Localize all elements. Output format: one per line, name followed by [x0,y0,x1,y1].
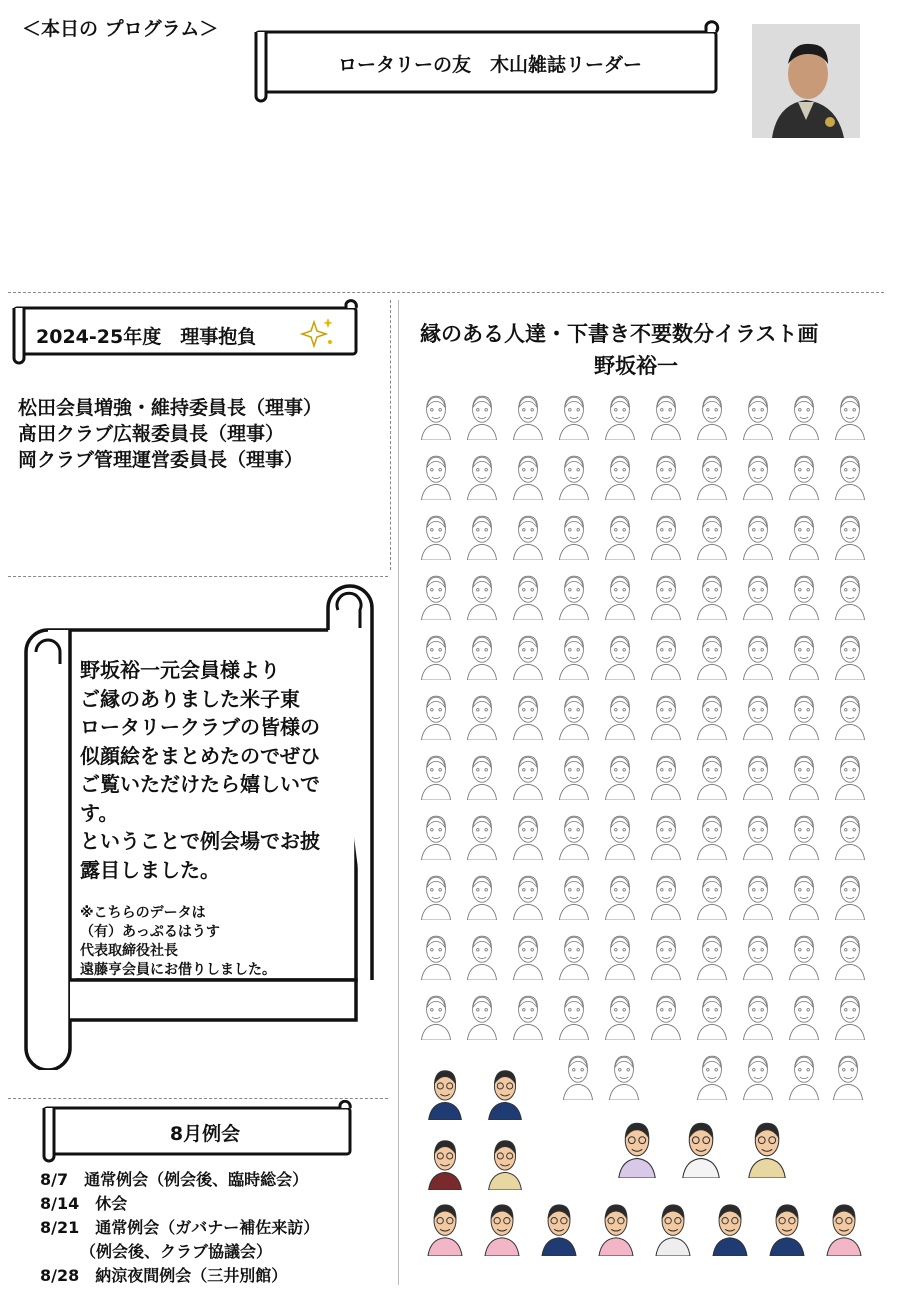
portrait-sketch [648,572,684,620]
portrait-sketch [786,392,822,440]
portrait-sketch [786,632,822,680]
portrait-sketch [556,692,592,740]
portrait-sketch [602,752,638,800]
portrait-sketch [418,812,454,860]
message-line: ご覧いただけたら嬉しいで [80,772,320,796]
portrait-sketch [556,572,592,620]
portrait-sketch [694,752,730,800]
illustration-author: 野坂裕一 [594,354,678,378]
portrait-sketch [694,512,730,560]
portrait-sketch [832,512,868,560]
message-line: ロータリークラブの皆様の [80,715,320,739]
note-line: 遠藤亨会員にお借りしました。 [80,962,276,978]
portrait-sketch [556,512,592,560]
portrait-sketch [602,392,638,440]
board-line: 髙田クラブ広報委員長（理事） [18,423,285,445]
portrait-sketch [740,392,776,440]
board-line: 岡クラブ管理運営委員長（理事） [18,449,304,471]
portrait-sketch [740,872,776,920]
portrait-sketch [464,812,500,860]
portrait-sketch [464,932,500,980]
portrait-sketch [464,752,500,800]
portrait-sketch [602,572,638,620]
portrait-sketch [538,1200,580,1256]
portrait-sketch [418,452,454,500]
portrait-sketch [694,812,730,860]
message-line: 似顔絵をまとめたのでぜひ [80,743,320,768]
portrait-sketch [481,1200,523,1256]
portrait-sketch [832,932,868,980]
portrait-sketch [740,812,776,860]
portrait-sketch [648,932,684,980]
schedule-item: 8/7 通常例会（例会後、臨時総会） [40,1170,309,1189]
portrait-sketch [786,1052,822,1100]
column-rule [398,300,399,1285]
portrait-sketch [740,632,776,680]
schedule-item: 8/14 休会 [40,1194,128,1213]
portrait-sketch [832,452,868,500]
portrait-sketch [602,692,638,740]
portrait-sketch [652,1200,694,1256]
portrait-sketch [510,992,546,1040]
portrait-sketch [418,512,454,560]
portrait-sketch [556,812,592,860]
portrait-sketch [510,632,546,680]
portrait-sketch [648,872,684,920]
portrait-sketch [740,572,776,620]
portrait-sketch [464,452,500,500]
sparkle-icon [300,316,336,350]
portrait-sketch [484,1136,526,1190]
portrait-sketch [602,992,638,1040]
portrait-sketch [510,872,546,920]
note-line: 代表取締役社長 [80,943,178,959]
note-line: ※こちらのデータは [80,905,206,921]
portrait-sketch [694,572,730,620]
portrait-sketch [648,812,684,860]
board-banner-label: 2024-25年度 理事抱負 [36,326,257,348]
portrait-sketch [648,392,684,440]
portrait-sketch [740,452,776,500]
portrait-sketch [832,392,868,440]
portrait-sketch [648,452,684,500]
portrait-sketch [832,572,868,620]
portrait-sketch [744,1118,790,1178]
portrait-sketch [832,752,868,800]
portrait-sketch [830,1052,866,1100]
portrait-sketch [556,452,592,500]
portrait-sketch [786,932,822,980]
portrait-sketch [602,872,638,920]
portrait-sketch [602,632,638,680]
portrait-sketch [556,392,592,440]
august-banner-label: 8月例会 [169,1123,241,1145]
portrait-sketch [424,1200,466,1256]
portrait-sketch [602,932,638,980]
portrait-sketch [484,1066,526,1120]
portrait-sketch [556,632,592,680]
portrait-sketch [694,992,730,1040]
portrait-sketch [418,932,454,980]
speaker-photo [752,24,860,138]
portrait-sketch [418,992,454,1040]
portrait-sketch [602,452,638,500]
portrait-sketch [786,572,822,620]
portrait-sketch [786,452,822,500]
portrait-sketch [832,812,868,860]
portrait-sketch [464,632,500,680]
portrait-sketch [740,992,776,1040]
portrait-sketch [648,992,684,1040]
column-divider [390,300,391,570]
portrait-sketch [556,752,592,800]
schedule-item: 8/21 通常例会（ガバナー補佐来訪） [40,1218,320,1237]
portrait-sketch [832,692,868,740]
portrait-sketch [694,392,730,440]
schedule-item: 8/28 納涼夜間例会（三井別館） [40,1266,288,1285]
portrait-sketch [556,872,592,920]
portrait-sketch [510,392,546,440]
portrait-sketch [418,572,454,620]
portrait-sketch [418,392,454,440]
portrait-sketch [464,392,500,440]
portrait-sketch [418,752,454,800]
speaker-title: ロータリーの友 木山雑誌リーダー [337,54,642,76]
section-divider [8,576,388,577]
portrait-sketch [510,572,546,620]
portrait-sketch [648,752,684,800]
message-line: 野坂裕一元会員様より [80,658,280,682]
portrait-sketch [740,1052,776,1100]
portrait-sketch [648,512,684,560]
portrait-sketch [694,872,730,920]
portrait-sketch [424,1136,466,1190]
portrait-sketch [510,932,546,980]
portrait-sketch [464,692,500,740]
section-divider [8,1098,388,1099]
portrait-sketch [694,692,730,740]
section-divider [8,292,884,293]
portrait-sketch [823,1200,865,1256]
portrait-sketch [418,872,454,920]
portrait-sketch [510,452,546,500]
portrait-sketch [418,632,454,680]
portrait-sketch [694,932,730,980]
portrait-sketch [740,932,776,980]
portrait-sketch [464,512,500,560]
message-body [80,656,320,884]
portrait-sketch [510,692,546,740]
portrait-sketch [740,752,776,800]
portrait-sketch [602,512,638,560]
board-line: 松田会員増強・維持委員長（理事） [18,397,323,419]
portrait-sketch [786,752,822,800]
portrait-sketch [766,1200,808,1256]
portrait-sketch [786,692,822,740]
note-line: （有）あっぷるはうす [80,924,220,940]
portrait-sketch [678,1118,724,1178]
message-line: ご縁のありました米子東 [80,686,300,711]
portrait-sketch [614,1118,660,1178]
portrait-sketch [709,1200,751,1256]
portrait-sketch [786,512,822,560]
portrait-sketch [832,632,868,680]
portrait-sketch [464,872,500,920]
portrait-sketch [694,452,730,500]
portrait-sketch [606,1052,642,1100]
portrait-sketch [602,812,638,860]
portrait-sketch [424,1066,466,1120]
message-line: す。 [80,800,119,825]
portrait-sketch [786,992,822,1040]
portrait-sketch [595,1200,637,1256]
portrait-sketch [560,1052,596,1100]
portrait-sketch [418,692,454,740]
portrait-sketch [694,1052,730,1100]
portrait-sketch [556,932,592,980]
portrait-sketch [786,812,822,860]
portrait-sketch [740,512,776,560]
program-heading: ＜本日の プログラム＞ [22,18,219,40]
portrait-sketch [786,872,822,920]
portrait-sketch [556,992,592,1040]
portrait-sketch [648,632,684,680]
portrait-sketch [464,572,500,620]
portrait-sketch [832,992,868,1040]
portrait-sketch [510,812,546,860]
schedule-item: （例会後、クラブ協議会） [40,1242,273,1261]
portrait-sketch [694,632,730,680]
portrait-sketch [648,692,684,740]
portrait-sketch [832,872,868,920]
illustration-title: 縁のある人達・下書き不要数分イラスト画 [420,322,819,346]
portrait-sketch [510,512,546,560]
message-line: 露目しました。 [80,857,220,882]
portrait-grid [410,388,890,1288]
message-line: ということで例会場でお披 [80,829,320,853]
message-note [80,904,276,980]
portrait-sketch [740,692,776,740]
portrait-sketch [464,992,500,1040]
portrait-sketch [510,752,546,800]
